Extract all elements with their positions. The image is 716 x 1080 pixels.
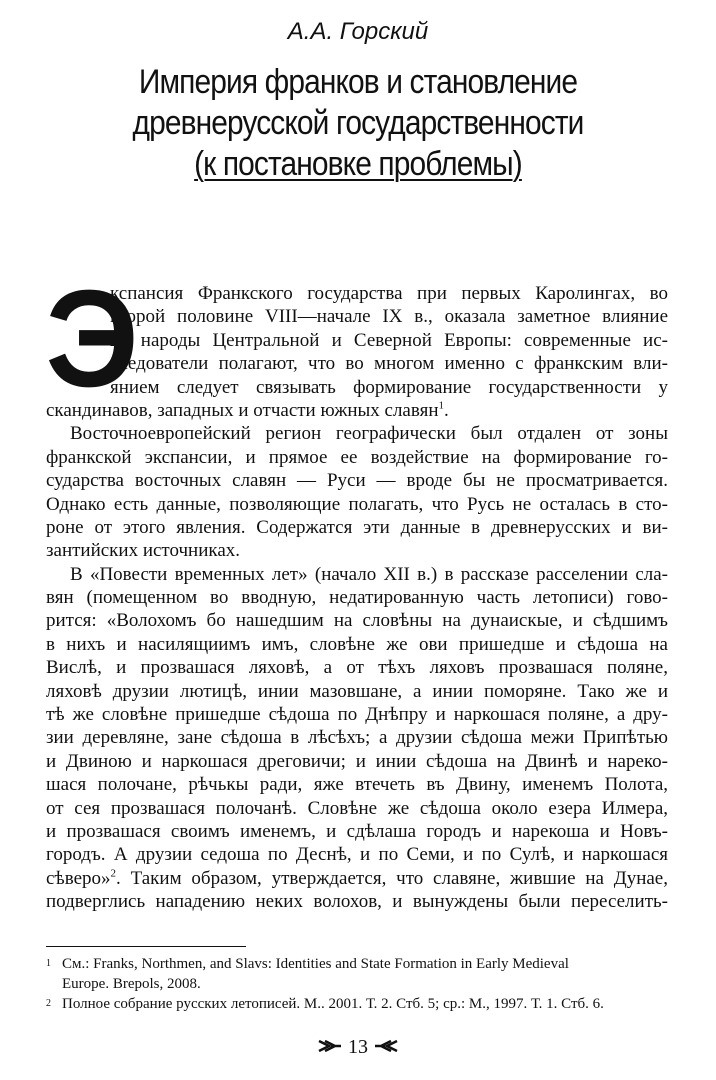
body-line: Однако есть данные, позволяющие полагать, что Русь не осталась в сто- [46,493,668,515]
body-line: В «Повести временных лет» (начало XII в.) в рассказе расселении сла- [70,563,668,585]
footnote-1 [46,954,668,994]
body-line: зии деревляне, зане сѣдоша в лѣсѣхъ; а друзии сѣдоша межи Припѣтью [46,727,668,749]
title-line-3 [43,144,673,185]
body-line: подверглись нападению неких волохов, и вынуждены были переселить- [46,891,668,913]
body-line-text: . Таким образом, утверждается, что славяне, жившие на Дунае, [116,867,668,889]
body-line: рится: «Волохомъ бо нашедшим на словѣны на дунаискые, и сѣдшимъ [46,610,668,632]
page-number-area [0,1036,716,1059]
author-name: А.А. Горский [287,18,429,45]
title-line-1: Империя франков и становление [138,63,578,101]
title-line-3-text: (к постановке проблемы) [194,145,522,183]
footnote-text [62,994,604,1014]
paragraph-3 [46,563,668,914]
title-line-2: древнерусской государственности [132,104,584,142]
footnote-ref-1[interactable]: 1 [438,399,444,412]
body-line-text: скандинавов, западных и отчасти южных славян [46,399,439,421]
body-line: янием следует связывать формирование государственности у [110,376,668,398]
body-line: сударства восточных славян — Руси — вроде бы не просматривается. [46,470,668,492]
body-line: шася полочане, рѣчькы ради, яже втечеть въ Двину, именемъ Полота, [46,774,668,796]
footnote-line: См.: Franks, Northmen, and Slavs: Identities and State Formation in Early Medieval [62,956,569,972]
paragraph-2 [46,422,668,562]
body-line: Вислѣ, и прозвашася ляховѣ, а от тѣхъ ляховъ прозвашася поляне, [46,657,668,679]
footnote-text [62,954,569,994]
footnote-number: 1 [46,958,51,969]
body-line [46,867,668,890]
footnote-ref-2[interactable]: 2 [110,867,117,880]
ornament-right-icon [373,1038,399,1059]
footnote-divider [46,946,246,947]
article-body [45,262,668,914]
body-line: зантийских источниках. [46,540,241,562]
body-line [46,399,668,422]
footnote-number: 2 [46,998,51,1009]
article-title [43,62,673,185]
body-line: ляховѣ друзии лютицѣ, инии мазовшане, а инии поморяне. Тако же и [46,680,668,702]
body-line: кспансия Франкского государства при первых Каролингах, во [110,283,668,304]
body-line: франкской экспансии, и прямое ее воздействие на формирование го- [46,446,668,468]
body-line: вян (помещенном во вводную, недатированную часть летописи) гово- [46,587,668,609]
body-line-text: . [444,399,449,421]
body-line: роне от этого явления. Содержатся эти данные в древнерусских и ви- [46,516,668,538]
body-line: Восточноевропейский регион географически был отдален от зоны [70,423,668,445]
body-line: и Двиною и наркошася дреговичи; и инии сѣдоша на Двинѣ и нареко- [46,750,668,772]
body-line-text: сѣверо» [46,867,111,889]
footnote-2 [46,994,668,1014]
body-line: следователи полагают, что во многом именно с франкским вли- [110,353,668,375]
body-line: от сея прозвашася полочанѣ. Словѣне же сѣдоша около езера Илмера, [46,797,668,819]
body-line: тѣ же словѣне пришедше сѣдоша по Днѣпру и наркошася поляне, а дру- [46,704,668,726]
footnote-line: Europe. Brepols, 2008. [62,976,201,992]
body-line: второй половине VIII—начале IX в., оказала заметное влияние [110,306,668,328]
ornament-left-icon [317,1038,343,1059]
body-line: и прозвашася своимъ именемъ, и сдѣлаша городъ и нарекоша и Новъ- [46,820,668,842]
drop-cap: Э [45,262,139,416]
body-line: в нихъ и насилящиимъ имъ, словѣне же ови пришедше и сѣдоша на [46,633,668,655]
body-line: городъ. А друзии седоша по Деснѣ, и по Семи, и по Сулѣ, и наркошася [46,844,668,866]
page-number: 13 [348,1036,368,1058]
footnotes [46,954,668,1014]
footnote-line: Полное собрание русских летописей. М.. 2001. Т. 2. Стб. 5; ср.: М., 1997. Т. 1. Стб. 6. [62,996,604,1012]
paragraph-1 [45,262,668,422]
body-line: на народы Центральной и Северной Европы: современные ис- [110,329,668,351]
